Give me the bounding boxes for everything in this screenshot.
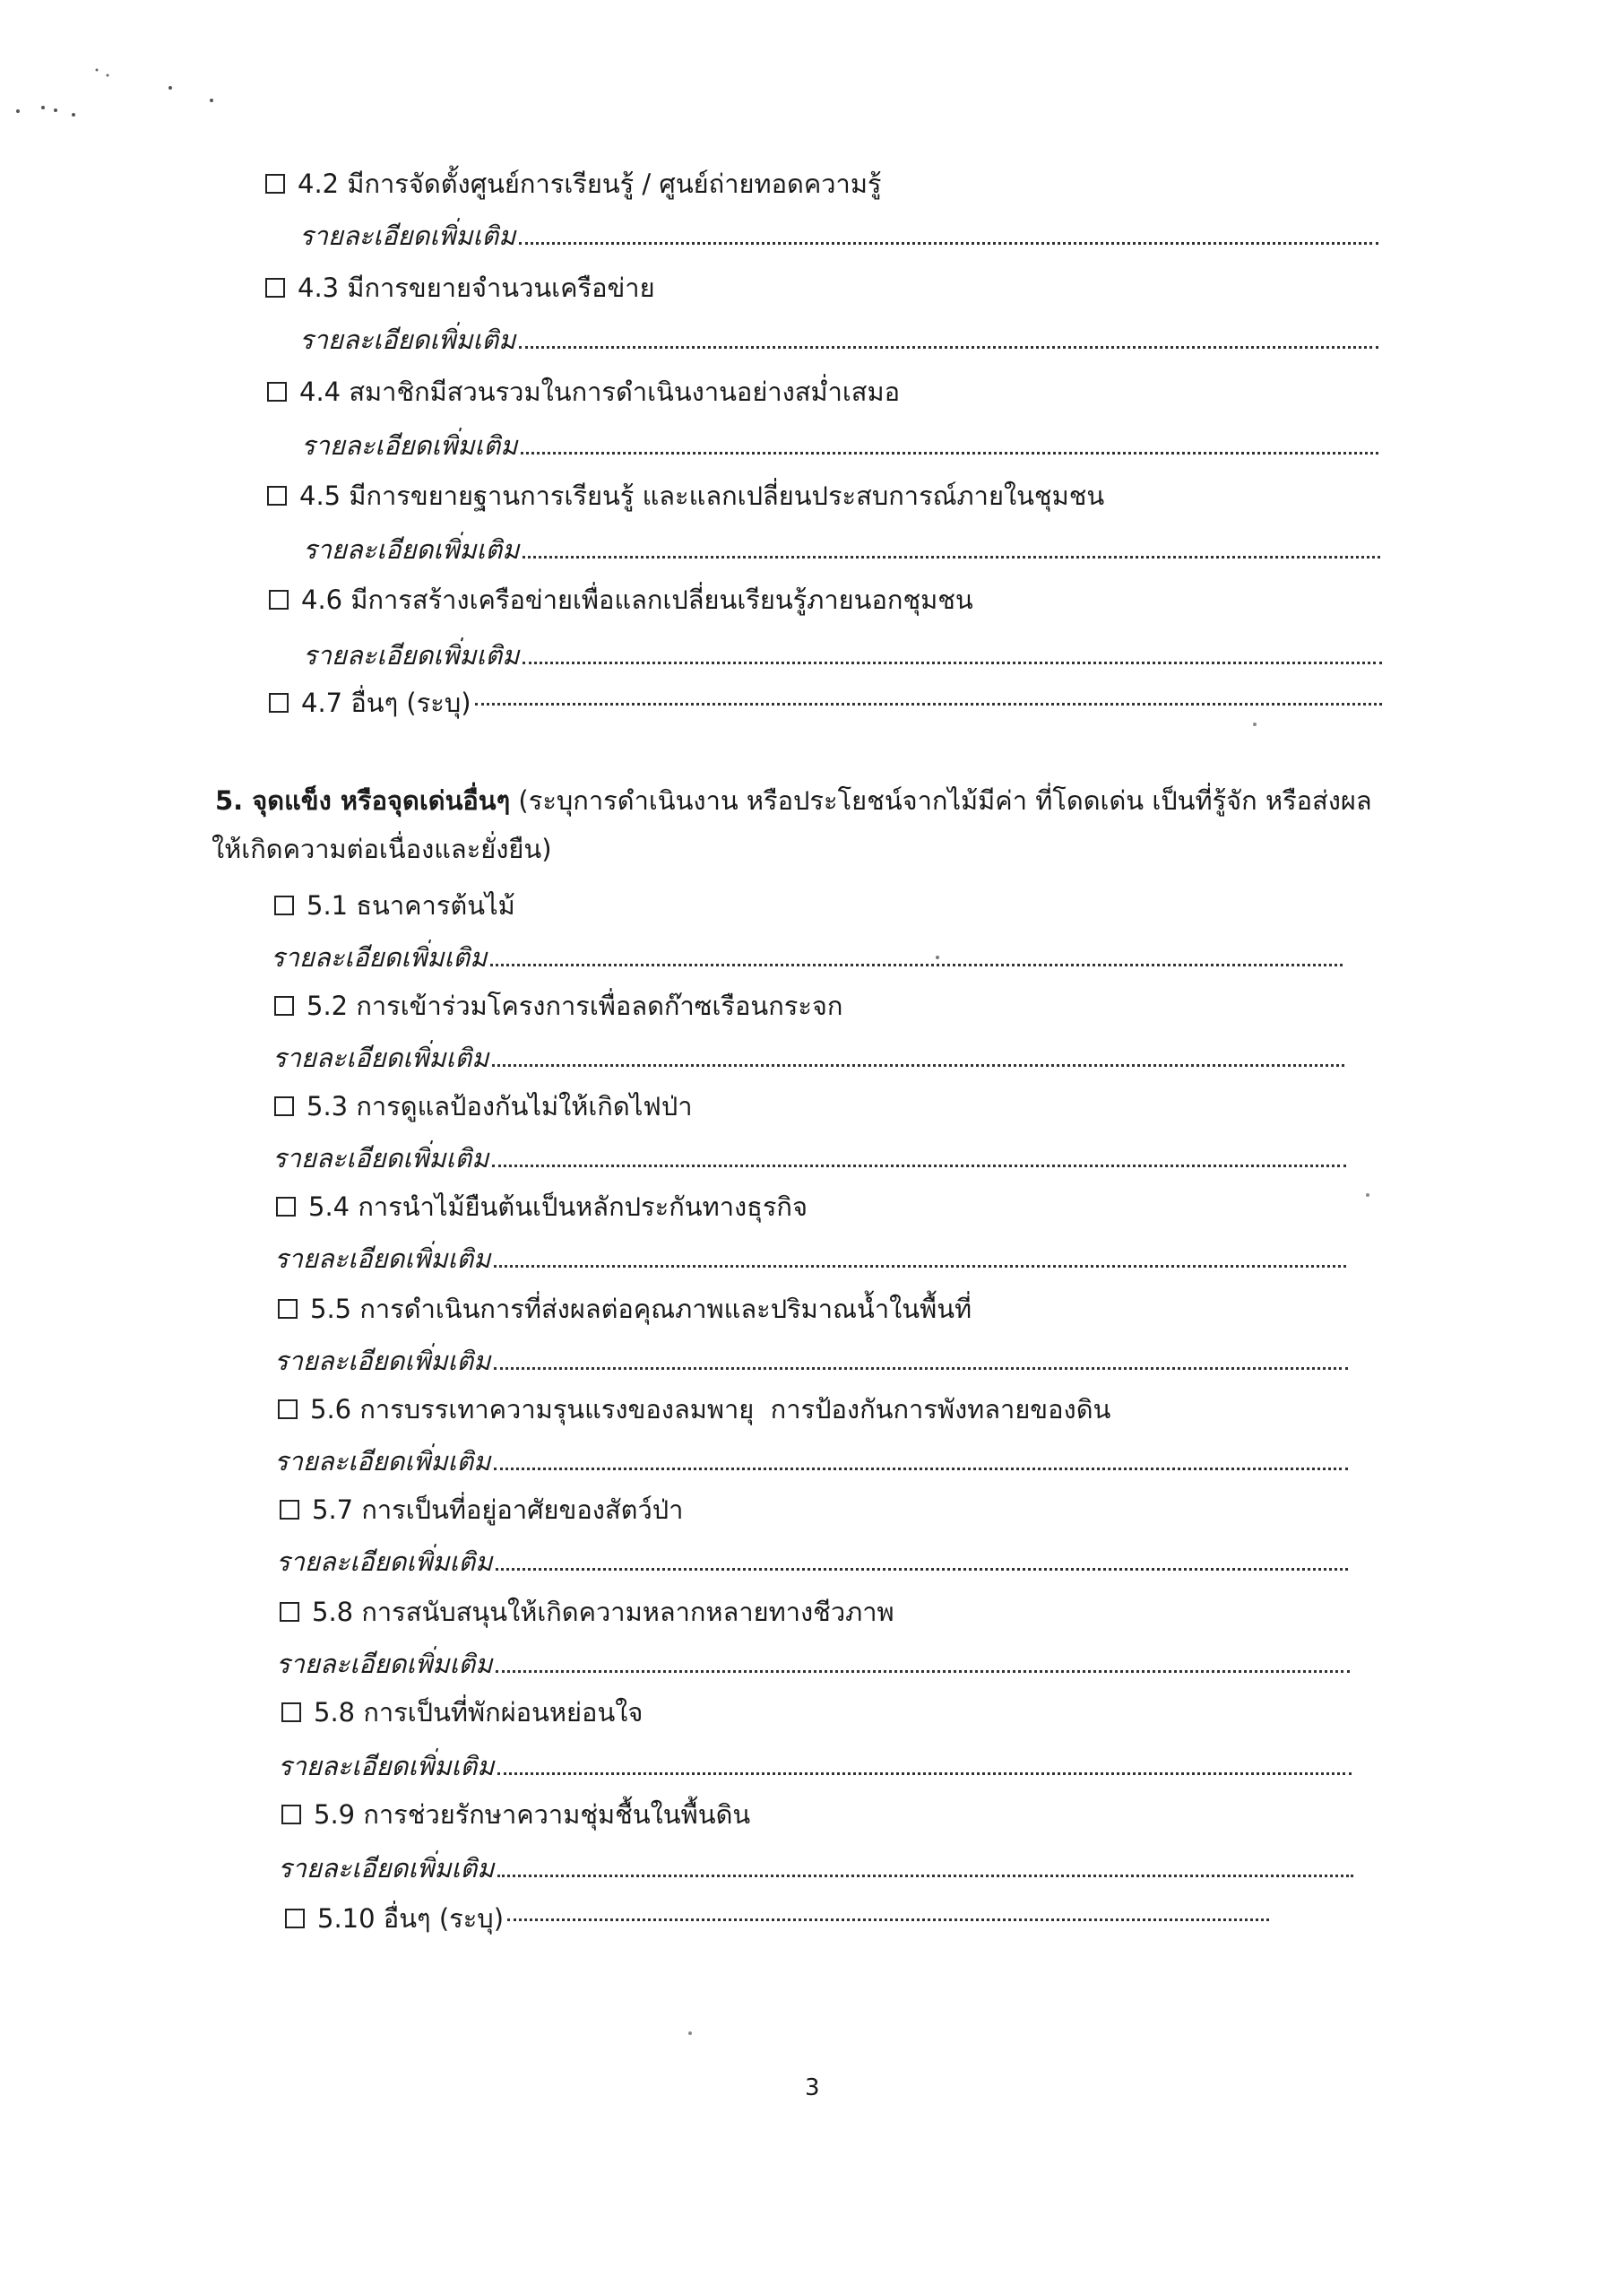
checkbox-item-4-4[interactable] xyxy=(267,374,900,410)
checkbox-item-4-7[interactable] xyxy=(269,685,1382,721)
checkbox-item-5-2[interactable] xyxy=(274,988,842,1024)
checkbox[interactable] xyxy=(267,382,287,402)
fill-in-dots[interactable] xyxy=(519,323,1378,349)
item-label: 5.8 การสนับสนุนให้เกิดความหลากหลายทางชีวภาพ xyxy=(312,1597,894,1627)
detail-label: รายละเอียดเพิ่มเติม xyxy=(276,1546,493,1577)
section-5-description: (ระบุการดำเนินงาน หรือประโยชน์จากไม้มีค่า ที่โดดเด่น เป็นที่รู้จัก หรือส่งผล xyxy=(510,785,1372,816)
detail-line-5-9[interactable] xyxy=(278,1850,1353,1886)
checkbox[interactable] xyxy=(265,278,285,298)
fill-in-dots[interactable] xyxy=(519,219,1378,245)
checkbox[interactable] xyxy=(278,1399,298,1419)
fill-in-dots[interactable] xyxy=(496,1647,1350,1673)
checkbox[interactable] xyxy=(276,1197,296,1217)
detail-line-4-2[interactable] xyxy=(299,218,1378,254)
detail-label: รายละเอียดเพิ่มเติม xyxy=(271,942,488,973)
section-5-title: 5. จุดแข็ง หรือจุดเด่นอื่นๆ xyxy=(215,785,511,816)
checkbox-item-4-5[interactable] xyxy=(267,478,1104,514)
item-label: 5.3 การดูแลป้องกันไม่ให้เกิดไฟป่า xyxy=(307,1091,693,1122)
checkbox-item-5-3[interactable] xyxy=(274,1088,693,1124)
fill-in-dots[interactable] xyxy=(494,1444,1348,1470)
detail-line-4-4[interactable] xyxy=(301,428,1378,463)
checkbox-item-5-1[interactable] xyxy=(274,888,515,923)
fill-in-dots[interactable] xyxy=(475,685,1382,706)
item-label: 5.10 อื่นๆ (ระบุ) xyxy=(317,1903,505,1934)
detail-line-4-6[interactable] xyxy=(303,637,1382,673)
fill-in-dots[interactable] xyxy=(523,533,1380,559)
detail-label: รายละเอียดเพิ่มเติม xyxy=(276,1649,493,1679)
detail-line-4-3[interactable] xyxy=(299,322,1378,358)
checkbox[interactable] xyxy=(269,590,289,610)
checkbox-item-4-3[interactable] xyxy=(265,270,655,306)
checkbox-item-5-5[interactable] xyxy=(278,1291,972,1327)
item-label: 4.5 มีการขยายฐานการเรียนรู้ และแลกเปลี่ยนประสบการณ์ภายในชุมชน xyxy=(299,481,1105,511)
detail-line-5-1[interactable] xyxy=(271,940,1343,975)
item-label: 5.5 การดำเนินการที่ส่งผลต่อคุณภาพและปริมาณน้ำในพื้นที่ xyxy=(310,1294,972,1324)
item-label: 5.7 การเป็นที่อยู่อาศัยของสัตว์ป่า xyxy=(312,1494,684,1525)
detail-label: รายละเอียดเพิ่มเติม xyxy=(274,1446,491,1477)
item-label: 4.6 มีการสร้างเครือข่ายเพื่อแลกเปลี่ยนเรียนรู้ภายนอกชุมชน xyxy=(301,585,973,615)
checkbox[interactable] xyxy=(281,1805,301,1824)
checkbox[interactable] xyxy=(274,996,294,1016)
detail-label: รายละเอียดเพิ่มเติม xyxy=(299,221,516,251)
detail-label: รายละเอียดเพิ่มเติม xyxy=(272,1143,489,1173)
detail-line-5-7[interactable] xyxy=(276,1544,1348,1580)
page-number: 3 xyxy=(805,2074,820,2101)
checkbox[interactable] xyxy=(274,1096,294,1116)
checkbox[interactable] xyxy=(285,1909,305,1928)
detail-label: รายละเอียดเพิ่มเติม xyxy=(303,534,520,565)
detail-label: รายละเอียดเพิ่มเติม xyxy=(274,1346,491,1376)
fill-in-dots[interactable] xyxy=(494,1242,1346,1268)
item-label: 5.9 การช่วยรักษาความชุ่มชื้นในพื้นดิน xyxy=(314,1799,751,1830)
section-5-heading-line-2: ให้เกิดความต่อเนื่องและยั่งยืน) xyxy=(212,834,552,864)
fill-in-dots[interactable] xyxy=(523,638,1382,664)
detail-label: รายละเอียดเพิ่มเติม xyxy=(274,1243,491,1274)
detail-label: รายละเอียดเพิ่มเติม xyxy=(272,1043,489,1073)
checkbox-item-5-10[interactable] xyxy=(285,1901,1269,1936)
checkbox[interactable] xyxy=(267,486,287,506)
checkbox[interactable] xyxy=(265,174,285,194)
fill-in-dots[interactable] xyxy=(497,1851,1353,1877)
fill-in-dots[interactable] xyxy=(521,429,1378,455)
item-label: 5.2 การเข้าร่วมโครงการเพื่อลดก๊าซเรือนกระจก xyxy=(307,991,843,1021)
detail-line-5-5[interactable] xyxy=(274,1343,1348,1379)
section-5-heading xyxy=(215,780,1398,821)
item-label: 4.2 มีการจัดตั้งศูนย์การเรียนรู้ / ศูนย์ถ่ายทอดความรู้ xyxy=(298,169,882,199)
checkbox-item-5-8b[interactable] xyxy=(281,1694,643,1730)
detail-line-5-8b[interactable] xyxy=(278,1748,1352,1784)
detail-line-4-5[interactable] xyxy=(303,532,1380,567)
checkbox-item-4-2[interactable] xyxy=(265,166,882,202)
item-label: 5.6 การบรรเทาความรุนแรงของลมพายุ การป้องกันการพังทลายของดิน xyxy=(310,1394,1111,1425)
fill-in-dots[interactable] xyxy=(507,1901,1269,1921)
detail-line-5-8a[interactable] xyxy=(276,1646,1350,1682)
detail-label: รายละเอียดเพิ่มเติม xyxy=(303,640,520,671)
fill-in-dots[interactable] xyxy=(492,1141,1346,1167)
fill-in-dots[interactable] xyxy=(494,1344,1348,1370)
checkbox-item-5-4[interactable] xyxy=(276,1189,808,1225)
item-label: 5.1 ธนาคารต้นไม้ xyxy=(307,890,515,921)
detail-label: รายละเอียดเพิ่มเติม xyxy=(299,325,516,355)
detail-line-5-4[interactable] xyxy=(274,1241,1346,1277)
checkbox-item-5-8a[interactable] xyxy=(280,1594,894,1630)
checkbox-item-5-7[interactable] xyxy=(280,1492,683,1528)
detail-line-5-2[interactable] xyxy=(272,1040,1344,1076)
item-label: 4.7 อื่นๆ (ระบุ) xyxy=(301,688,471,718)
checkbox[interactable] xyxy=(269,693,289,713)
detail-label: รายละเอียดเพิ่มเติม xyxy=(301,430,518,461)
detail-line-5-3[interactable] xyxy=(272,1140,1346,1176)
item-label: 5.4 การนำไม้ยืนต้นเป็นหลักประกันทางธุรกิจ xyxy=(308,1191,808,1222)
checkbox-item-5-6[interactable] xyxy=(278,1391,1110,1427)
checkbox-item-5-9[interactable] xyxy=(281,1797,750,1832)
item-label: 4.4 สมาชิกมีสวนรวมในการดำเนินงานอย่างสม่ำเสมอ xyxy=(299,377,901,407)
detail-line-5-6[interactable] xyxy=(274,1443,1348,1479)
fill-in-dots[interactable] xyxy=(490,940,1343,966)
checkbox[interactable] xyxy=(280,1602,299,1622)
checkbox[interactable] xyxy=(274,896,294,915)
checkbox[interactable] xyxy=(281,1702,301,1722)
checkbox[interactable] xyxy=(278,1299,298,1319)
fill-in-dots[interactable] xyxy=(497,1749,1352,1775)
detail-label: รายละเอียดเพิ่มเติม xyxy=(278,1853,495,1884)
item-label: 4.3 มีการขยายจำนวนเครือข่าย xyxy=(298,273,655,303)
item-label: 5.8 การเป็นที่พักผ่อนหย่อนใจ xyxy=(314,1697,644,1728)
fill-in-dots[interactable] xyxy=(492,1041,1344,1067)
detail-label: รายละเอียดเพิ่มเติม xyxy=(278,1751,495,1781)
checkbox[interactable] xyxy=(280,1500,299,1520)
checkbox-item-4-6[interactable] xyxy=(269,582,973,618)
fill-in-dots[interactable] xyxy=(496,1545,1348,1571)
